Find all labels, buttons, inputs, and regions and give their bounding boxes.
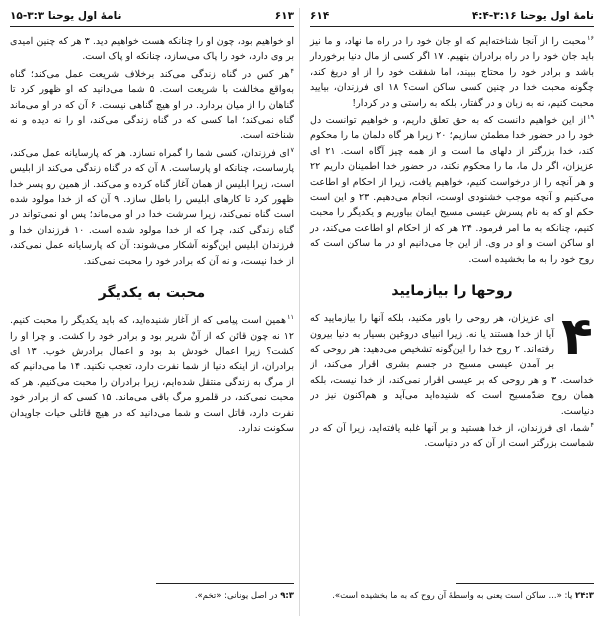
paragraph-text: همین است پیامی که از آغاز شنیده‌اید، که باید یکدیگر را محبت کنیم. ۱۲ نه چون قائن که از آنْ شریر بود و برادر خود را کشت. و چرا او را کشت؟ زیرا اعمال خودش بد بود و اعمال برادرش خوب. ۱۳ ای برادران، از اینکه دنیا از شما نفرت دارد، تعجب نکنید. ۱۴ ما می‌دانیم که از مرگ به زندگی منتقل شده‌ایم، زیرا برادران را محبت می‌کنیم. هر که محبت نمی‌کند، در قلمرو مرگ باقی می‌ماند. ۱۵ کسی که از برادر خود نفرت دارد، قاتل است و شما می‌دانید که در هیچ قاتلی حیات جاویدان سکونت ندارد. (10, 315, 295, 434)
paragraph (310, 311, 594, 419)
chapter-number: ۴ (561, 311, 593, 368)
page-614 (306, 0, 598, 626)
page-header (310, 10, 594, 26)
paragraph (310, 421, 594, 452)
header-rule (310, 26, 594, 27)
chapter-block (310, 311, 594, 421)
page-header (10, 10, 294, 26)
gutter-divider (299, 8, 300, 616)
paragraph-text: او خواهیم بود، چون او را چنانکه هست خواهیم دید. ۳ هر که چنین امیدی بر وی دارد، خود را پاک می‌سازد، چنانکه او پاک است. (10, 36, 295, 63)
verse-number: ۱۱ (287, 312, 294, 321)
page-number: ۶۱۳ (274, 10, 294, 22)
footnote (310, 590, 594, 602)
paragraph-text: ای عزیزان، هر روحی را باور مکنید، بلکه آنها را بیازمایید که آیا از خدا هستند یا نه. زیرا انبیای دروغین بسیار به دنیا بیرون رفته‌اند. ۲ روح خدا را این‌گونه تشخیص می‌دهید: هر روحی که بر آمدن عیسی مسیح در جسم بشری اقرار می‌کند، از خداست. ۳ و هر روحی که بر عیسی اقرار نمی‌کند، از خدا نیست، بلکه همان روح ضدّمسیح است که شنیده‌اید می‌آید و هم‌اکنون نیز در دنیاست. (310, 313, 594, 417)
footnote-ref: ۹:۳ (280, 591, 294, 601)
section-heading: محبت به یکدیگر (98, 285, 206, 302)
paragraph (10, 146, 294, 269)
page-613 (6, 0, 298, 626)
paragraph-text: محبت را از آنجا شناخته‌ایم که او جان خود را در راه ما نهاد، و ما نیز باید جان خود را در راه برادران بنهیم. ۱۷ اگر کسی از مال دنیا برخوردار باشد و برادر خود را محتاج ببیند، اما شفقت خود را از او دریغ کند، چگونه محبت خدا در چنین کسی ساکن است؟ ۱۸ ای فرزندان، بیایید محبت کنیم، نه به زبان و در گفتار، بلکه به راستی و در کردار! (310, 36, 595, 109)
page-body (310, 34, 594, 454)
verse-number: ۴ (290, 66, 294, 75)
paragraph-text: هر کس در گناه زندگی می‌کند برخلاف شریعت عمل می‌کند؛ گناه به‌واقع مخالفت با شریعت است. ۵ شما می‌دانید که او ظهور کرد تا گناهان را از میان بردارد. در او هیچ گناهی نیست. ۶ آن که در او می‌ماند گناه نمی‌کند؛ اما کسی که در گناه زندگی می‌کند، او را نه دیده و نه شناخته است. (10, 68, 295, 142)
footnote-ref: ۲۴:۳ (575, 591, 594, 601)
footnote-rule (156, 583, 294, 584)
header-rule (10, 26, 294, 27)
paragraph-text: ای فرزندان، کسی شما را گمراه نسازد. هر که پارسایانه عمل می‌کند، پارساست، چنانکه او پارساست. ۸ آن که در گناه زندگی می‌کند از ابلیس است، زیرا ابلیس از همان آغاز گناه کرده و می‌کند. از همین رو پسر خدا ظهور کرد تا کارهای ابلیس را باطل سازد. ۹ آن که از خدا مولود شده است گناه نمی‌کند، زیرا سرشت خدا در او می‌ماند؛ پس او نمی‌تواند در گناه زندگی کند، چرا که از خدا مولود شده است. ۱۰ فرزندان خدا و فرزندان ابلیس این‌گونه آشکار می‌شوند: آن که پارسایانه عمل نمی‌کند، از خدا نیست، و نه آن که برادر خود را محبت نمی‌کند. (10, 147, 295, 267)
page-body (10, 34, 294, 438)
paragraph (10, 34, 294, 65)
paragraph (10, 67, 294, 144)
verse-number: ۴ (590, 420, 594, 429)
footnote-text: در اصل یونانی: «تخم». (194, 591, 278, 601)
paragraph-text: شما، ای فرزندان، از خدا هستید و بر آنها غلبه یافته‌اید، زیرا آن که در شماست بزرگتر است از آن که در دنیاست. (310, 422, 594, 450)
paragraph (10, 313, 294, 436)
verse-number: ۱۹ (587, 112, 594, 121)
page-number: ۶۱۴ (310, 10, 330, 22)
footnote-text: یا: «... ساکن است یعنی به واسطهٔ آن روح که به ما بخشیده است». (332, 591, 573, 601)
footnote-rule (456, 583, 594, 584)
footnote (10, 590, 294, 602)
verse-number: ۷ (290, 145, 294, 154)
running-title: نامهٔ اول یوحنا ۳:۱۶-۴:۴ (471, 10, 594, 22)
paragraph (310, 113, 594, 267)
paragraph-text: از این خواهیم دانست که به حق تعلق داریم، و خواهیم توانست دل خود را در حضور خدا مطمئن سازیم؛ ۲۰ زیرا هر گاه دلمان ما را محکوم کند، خدا بزرگتر از دلهای ما است و از همه چیز آگاه است. ۲۱ ای عزیزان، اگر دل ما، ما را محکوم نکند، در حضور خدا اطمینان داریم ۲۲ و هر آنچه را از درخواست کنیم، خواهیم یافت، زیرا از احکام او اطاعت می‌کنیم و آنچه موجب خشنودی اوست، انجام می‌دهیم. ۲۳ و این است حکم او که به نام پسرش عیسی مسیح ایمان بیاوریم و یکدیگر را محبت کنیم، چنانکه به ما امر فرمود. ۲۴ هر که از احکام او اطاعت می‌کند، در او ساکن است و او در وی. از این جا می‌دانیم او در ما ساکن است که روح خود را به ما بخشیده است. (310, 115, 594, 265)
running-title: نامهٔ اول یوحنا ۳:۳-۱۵ (10, 10, 122, 22)
paragraph (310, 34, 594, 111)
section-heading: روحها را بیازمایید (391, 283, 513, 300)
verse-number: ۱۶ (587, 33, 594, 42)
